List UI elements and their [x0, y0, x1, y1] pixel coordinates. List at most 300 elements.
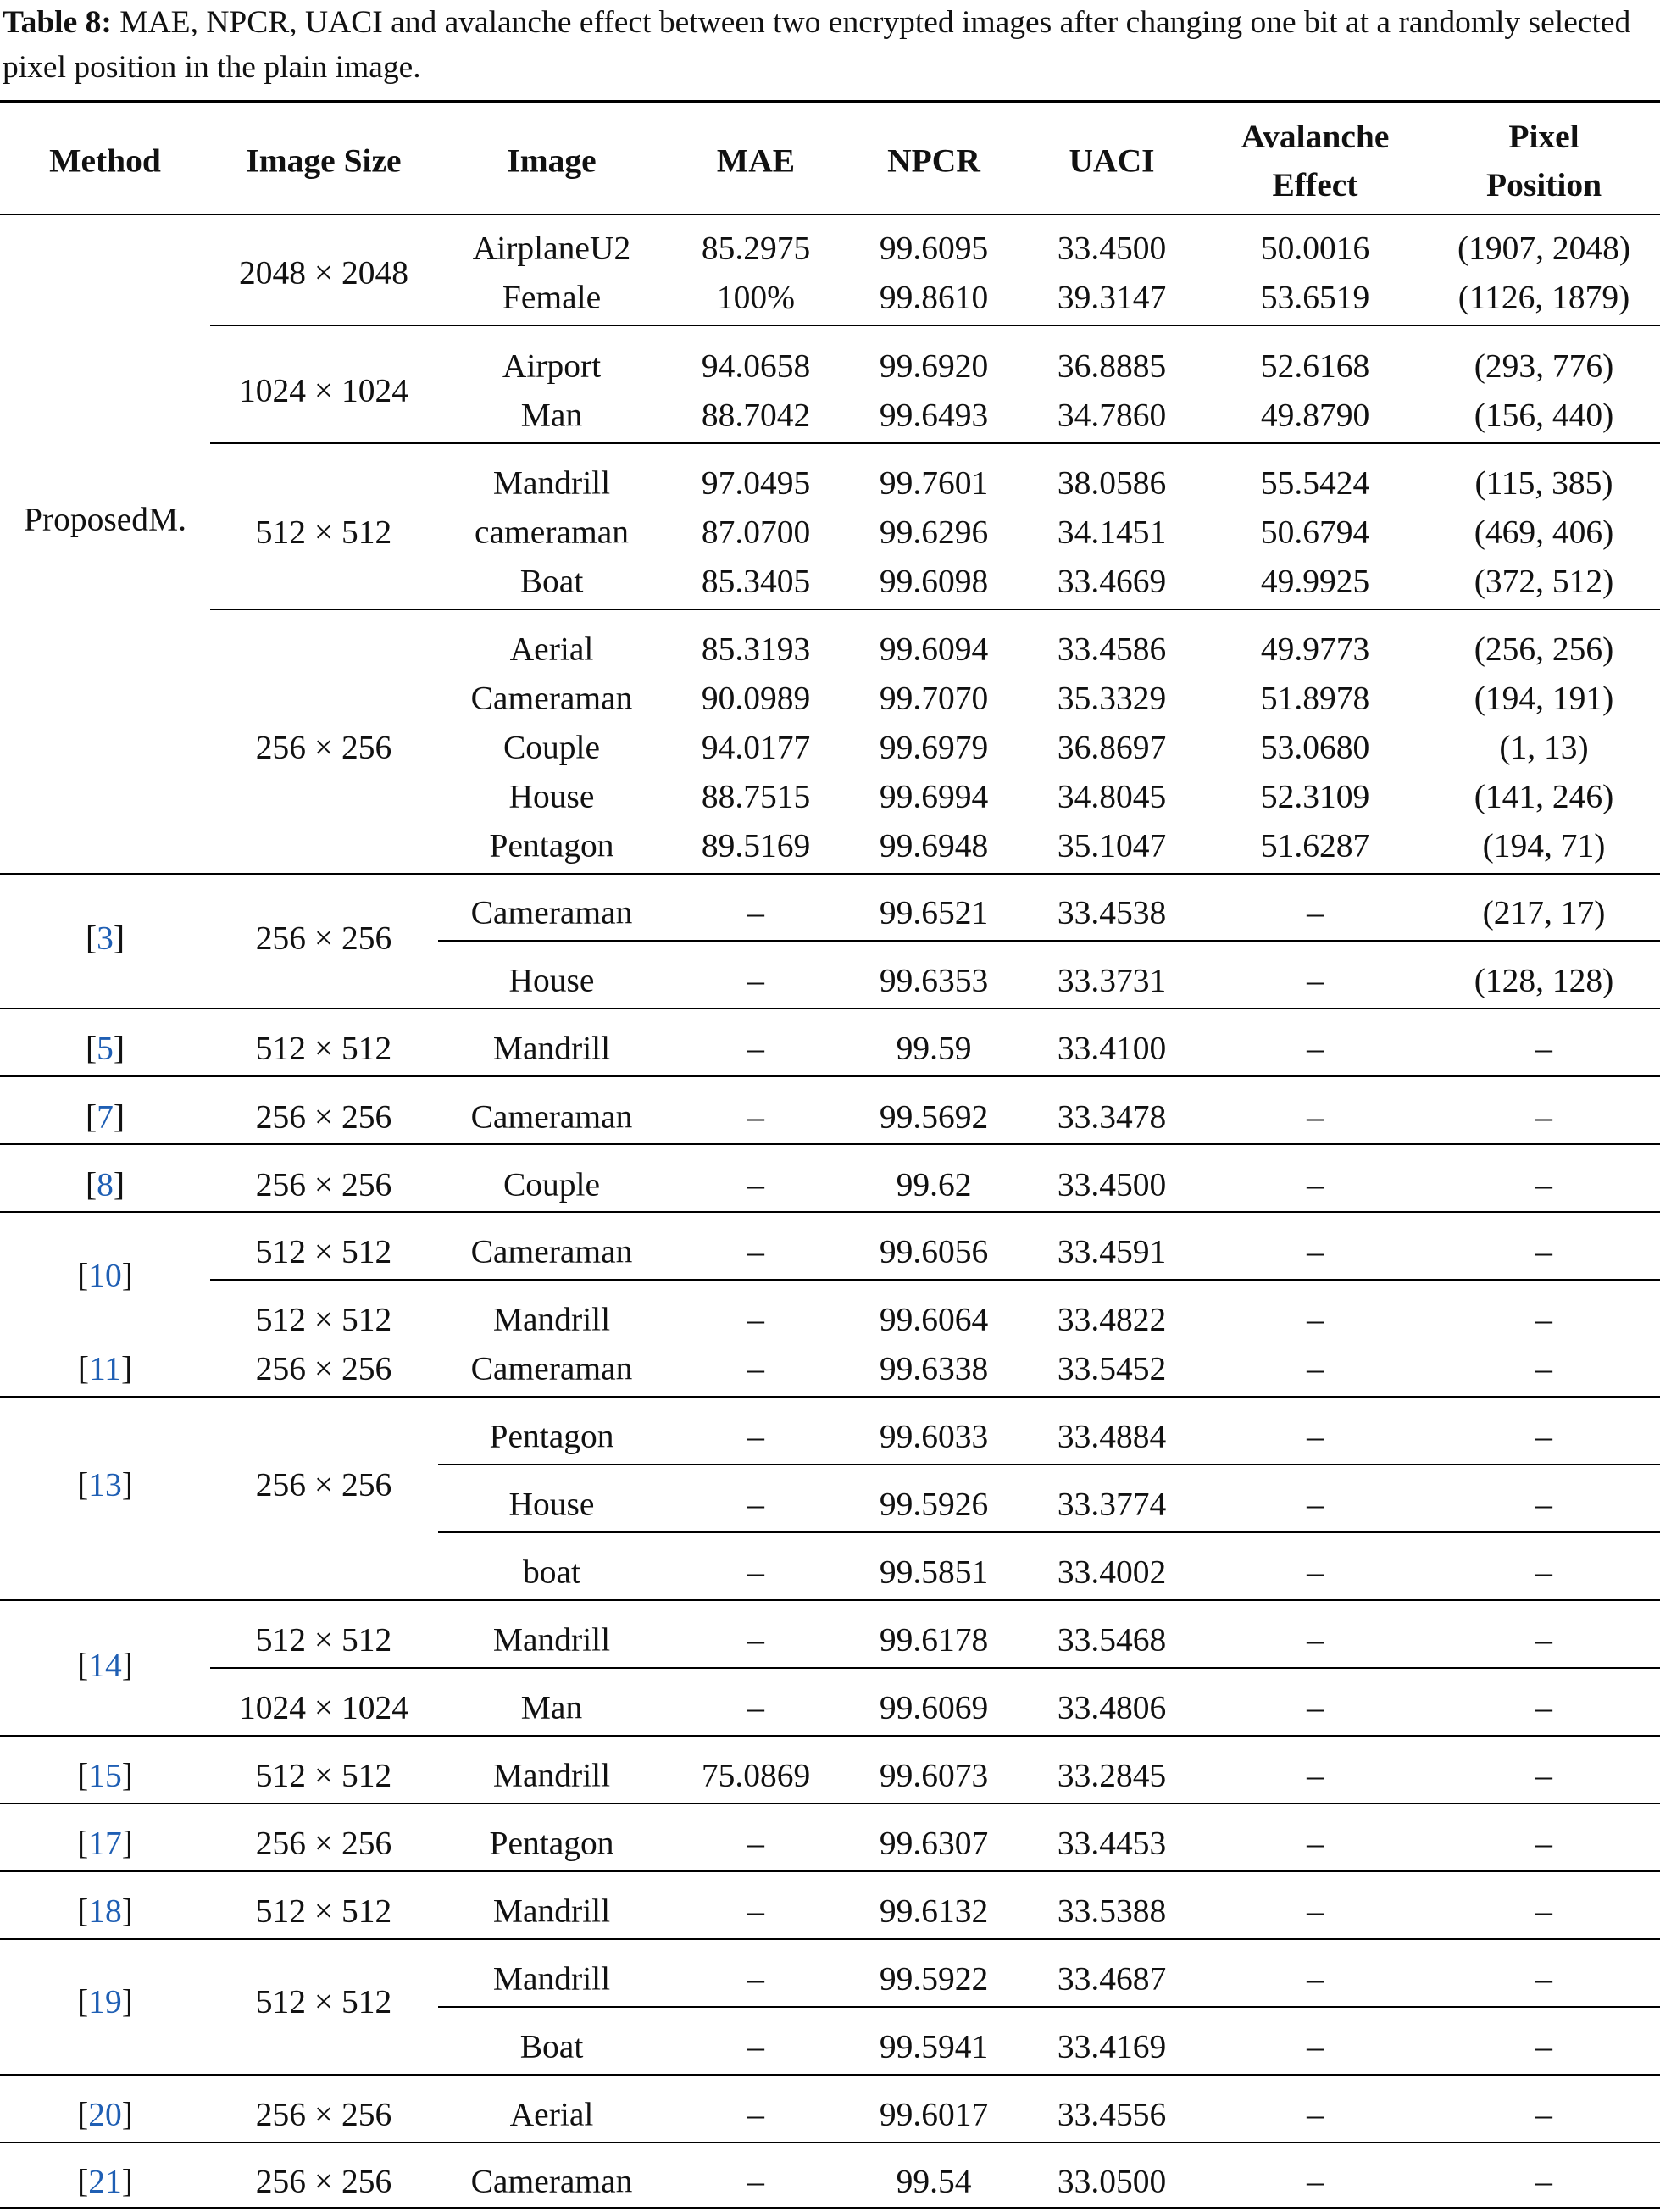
- image-size-cell: 256 × 256: [255, 728, 392, 766]
- uaci-cell: 33.4538: [1057, 893, 1167, 931]
- row-divider: [438, 1531, 1660, 1533]
- header-uaci: UACI: [1069, 142, 1155, 180]
- citation-bracket: [: [77, 1824, 89, 1862]
- npcr-cell: 99.6098: [879, 562, 989, 600]
- npcr-cell: 99.6920: [879, 347, 989, 385]
- image-name-cell: Cameraman: [470, 1232, 633, 1270]
- pixel-position-cell: –: [1535, 1232, 1552, 1270]
- mae-cell: –: [747, 1485, 764, 1523]
- image-name-cell: Boat: [519, 2027, 584, 2065]
- header-image: Image: [507, 142, 597, 180]
- pixel-position-cell: –: [1535, 1300, 1552, 1338]
- citation-bracket: [: [77, 1646, 89, 1684]
- image-name-cell: Mandrill: [492, 1029, 611, 1067]
- npcr-cell: 99.5692: [879, 1098, 989, 1136]
- row-divider: [0, 1735, 1660, 1737]
- pixel-position-cell: –: [1535, 1165, 1552, 1203]
- uaci-cell: 33.4500: [1057, 1165, 1167, 1203]
- row-divider: [210, 609, 1660, 610]
- image-size-cell: 2048 × 2048: [238, 253, 409, 292]
- uaci-cell: 33.4669: [1057, 562, 1167, 600]
- method-cell: ProposedM.: [23, 500, 187, 538]
- citation-link[interactable]: 8: [97, 1165, 114, 1203]
- avalanche-cell: 50.0016: [1260, 229, 1370, 267]
- method-citation[interactable]: [77, 1756, 133, 1794]
- citation-bracket: [: [85, 1098, 97, 1136]
- pixel-position-cell: –: [1535, 1029, 1552, 1067]
- citation-link[interactable]: 11: [88, 1349, 122, 1387]
- pixel-position-cell: (1126, 1879): [1457, 278, 1630, 316]
- citation-bracket: [: [85, 1029, 97, 1067]
- citation-link[interactable]: 19: [88, 1982, 122, 2020]
- pixel-position-cell: –: [1535, 1485, 1552, 1523]
- npcr-cell: 99.6064: [879, 1300, 989, 1338]
- avalanche-cell: –: [1307, 1232, 1324, 1270]
- image-size-cell: 512 × 512: [255, 1232, 392, 1270]
- row-divider: [210, 325, 1660, 326]
- row-divider: [0, 1870, 1660, 1872]
- npcr-cell: 99.6056: [879, 1232, 989, 1270]
- npcr-cell: 99.62: [896, 1165, 972, 1203]
- citation-bracket: ]: [121, 1824, 133, 1862]
- npcr-cell: 99.6094: [879, 630, 989, 668]
- mae-cell: –: [747, 1688, 764, 1726]
- pixel-position-cell: (1907, 2048): [1457, 229, 1631, 267]
- citation-bracket: ]: [113, 1029, 125, 1067]
- citation-link[interactable]: 20: [88, 2095, 122, 2133]
- citation-bracket: ]: [121, 2095, 133, 2133]
- method-citation[interactable]: [77, 1982, 133, 2020]
- image-name-cell: Female: [502, 278, 602, 316]
- image-name-cell: House: [508, 961, 595, 999]
- mae-cell: –: [747, 1620, 764, 1659]
- table-bottom-rule: [0, 2207, 1660, 2209]
- avalanche-cell: 53.6519: [1260, 278, 1370, 316]
- row-divider: [0, 2142, 1660, 2143]
- header-pixel-line2: Position: [1485, 166, 1602, 203]
- method-citation[interactable]: [85, 1165, 125, 1203]
- citation-bracket: ]: [121, 1465, 133, 1503]
- pixel-position-cell: –: [1535, 1417, 1552, 1455]
- image-size-cell: 512 × 512: [255, 1300, 392, 1338]
- image-name-cell: Boat: [519, 562, 584, 600]
- npcr-cell: 99.6132: [879, 1892, 989, 1930]
- pixel-position-cell: (156, 440): [1474, 396, 1614, 434]
- avalanche-cell: –: [1307, 1485, 1324, 1523]
- citation-link[interactable]: 15: [88, 1756, 122, 1794]
- row-divider: [210, 1667, 1660, 1669]
- citation-bracket: ]: [121, 1349, 133, 1387]
- pixel-position-cell: (194, 71): [1482, 826, 1606, 864]
- citation-bracket: [: [77, 1892, 89, 1930]
- avalanche-cell: –: [1307, 2162, 1324, 2200]
- citation-bracket: ]: [121, 2162, 133, 2200]
- uaci-cell: 35.3329: [1057, 679, 1167, 717]
- uaci-cell: 33.5452: [1057, 1349, 1167, 1387]
- mae-cell: –: [747, 1892, 764, 1930]
- citation-bracket: [: [85, 919, 97, 957]
- pixel-position-cell: –: [1535, 1620, 1552, 1659]
- citation-link[interactable]: 21: [88, 2162, 122, 2200]
- npcr-cell: 99.6521: [879, 893, 989, 931]
- image-name-cell: Cameraman: [470, 2162, 633, 2200]
- npcr-cell: 99.6979: [879, 728, 989, 766]
- row-divider: [0, 1938, 1660, 1940]
- citation-link[interactable]: 10: [88, 1256, 122, 1294]
- uaci-cell: 33.4100: [1057, 1029, 1167, 1067]
- uaci-cell: 33.2845: [1057, 1756, 1167, 1794]
- image-name-cell: House: [508, 1485, 595, 1523]
- row-divider: [438, 1464, 1660, 1465]
- image-name-cell: Mandrill: [492, 1892, 611, 1930]
- avalanche-cell: –: [1307, 1688, 1324, 1726]
- citation-bracket: [: [77, 1982, 89, 2020]
- header-pixel-line1: Pixel: [1508, 118, 1579, 155]
- mae-cell: 100%: [716, 278, 796, 316]
- image-size-cell: 256 × 256: [255, 919, 392, 957]
- npcr-cell: 99.6493: [879, 396, 989, 434]
- uaci-cell: 33.4500: [1057, 229, 1167, 267]
- header-npcr: NPCR: [887, 142, 980, 180]
- avalanche-cell: 49.9925: [1260, 562, 1370, 600]
- mae-cell: –: [747, 1417, 764, 1455]
- avalanche-cell: 55.5424: [1260, 464, 1370, 502]
- npcr-cell: 99.6095: [879, 229, 989, 267]
- pixel-position-cell: (256, 256): [1474, 630, 1614, 668]
- mae-cell: 87.0700: [701, 513, 811, 551]
- uaci-cell: 33.4822: [1057, 1300, 1167, 1338]
- header-mae: MAE: [716, 142, 796, 180]
- citation-bracket: [: [77, 2095, 89, 2133]
- mae-cell: –: [747, 2095, 764, 2133]
- table-caption: [3, 0, 1655, 90]
- image-name-cell: boat: [522, 1553, 581, 1591]
- image-name-cell: Mandrill: [492, 1300, 611, 1338]
- image-name-cell: Mandrill: [492, 1756, 611, 1794]
- image-size-cell: 1024 × 1024: [238, 371, 409, 409]
- npcr-cell: 99.6994: [879, 777, 989, 815]
- image-size-cell: 256 × 256: [255, 1098, 392, 1136]
- method-citation[interactable]: [77, 1648, 133, 1682]
- avalanche-cell: 52.3109: [1260, 777, 1370, 815]
- header-avalanche-effect: [1241, 113, 1390, 209]
- image-name-cell: Cameraman: [470, 679, 633, 717]
- avalanche-cell: –: [1307, 1098, 1324, 1136]
- row-divider: [438, 940, 1660, 942]
- mae-cell: –: [747, 1349, 764, 1387]
- avalanche-cell: –: [1307, 1756, 1324, 1794]
- avalanche-cell: 49.9773: [1260, 630, 1370, 668]
- npcr-cell: 99.6178: [879, 1620, 989, 1659]
- citation-bracket: ]: [113, 1098, 125, 1136]
- mae-cell: 90.0989: [701, 679, 811, 717]
- pixel-position-cell: –: [1535, 1688, 1552, 1726]
- method-citation[interactable]: [77, 1349, 133, 1387]
- row-divider: [0, 1143, 1660, 1145]
- uaci-cell: 33.4687: [1057, 1959, 1167, 1998]
- uaci-cell: 33.4453: [1057, 1824, 1167, 1862]
- image-name-cell: AirplaneU2: [472, 229, 631, 267]
- image-size-cell: 512 × 512: [255, 1756, 392, 1794]
- citation-bracket: ]: [121, 1756, 133, 1794]
- pixel-position-cell: –: [1535, 1349, 1552, 1387]
- citation-link[interactable]: 3: [97, 919, 114, 957]
- mae-cell: –: [747, 1553, 764, 1591]
- row-divider: [210, 1279, 1660, 1281]
- avalanche-cell: –: [1307, 961, 1324, 999]
- header-pixel-position: [1486, 113, 1602, 209]
- uaci-cell: 33.4002: [1057, 1553, 1167, 1591]
- uaci-cell: 33.3774: [1057, 1485, 1167, 1523]
- row-divider: [0, 1075, 1660, 1077]
- row-divider: [0, 1008, 1660, 1009]
- uaci-cell: 36.8885: [1057, 347, 1167, 385]
- npcr-cell: 99.6033: [879, 1417, 989, 1455]
- image-size-cell: 512 × 512: [255, 513, 392, 551]
- avalanche-cell: 51.6287: [1260, 826, 1370, 864]
- pixel-position-cell: –: [1535, 1824, 1552, 1862]
- pixel-position-cell: –: [1535, 2162, 1552, 2200]
- row-divider: [0, 2074, 1660, 2076]
- method-citation[interactable]: [77, 1256, 133, 1294]
- method-citation[interactable]: [77, 1894, 133, 1928]
- npcr-cell: 99.5941: [879, 2027, 989, 2065]
- mae-cell: 85.2975: [701, 229, 811, 267]
- npcr-cell: 99.6353: [879, 961, 989, 999]
- pixel-position-cell: –: [1535, 1892, 1552, 1930]
- citation-bracket: [: [85, 1165, 97, 1203]
- image-name-cell: Pentagon: [489, 1417, 614, 1455]
- pixel-position-cell: –: [1535, 1098, 1552, 1136]
- image-name-cell: Aerial: [509, 2095, 594, 2133]
- citation-bracket: [: [77, 1256, 89, 1294]
- table-label: Table 8:: [3, 5, 112, 40]
- table-top-rule: [0, 100, 1660, 103]
- header-image-size: Image Size: [246, 142, 402, 180]
- avalanche-cell: –: [1307, 1417, 1324, 1455]
- image-name-cell: Pentagon: [489, 1824, 614, 1862]
- mae-cell: –: [747, 2162, 764, 2200]
- pixel-position-cell: (1, 13): [1499, 728, 1589, 766]
- row-divider: [210, 442, 1660, 444]
- image-name-cell: Mandrill: [492, 1959, 611, 1998]
- uaci-cell: 33.3731: [1057, 961, 1167, 999]
- method-citation[interactable]: [86, 1031, 125, 1065]
- citation-link[interactable]: 13: [88, 1465, 122, 1503]
- header-method: Method: [49, 142, 161, 180]
- uaci-cell: 39.3147: [1057, 278, 1167, 316]
- pixel-position-cell: (141, 246): [1474, 777, 1614, 815]
- image-name-cell: Man: [520, 1688, 583, 1726]
- mae-cell: 94.0658: [701, 347, 811, 385]
- pixel-position-cell: –: [1535, 2095, 1552, 2133]
- method-citation[interactable]: [77, 2162, 133, 2200]
- image-name-cell: Cameraman: [470, 1098, 633, 1136]
- method-citation[interactable]: [77, 2095, 133, 2133]
- uaci-cell: 34.1451: [1057, 513, 1167, 551]
- avalanche-cell: –: [1307, 1300, 1324, 1338]
- citation-bracket: ]: [121, 1982, 133, 2020]
- mae-cell: 85.3405: [701, 562, 811, 600]
- avalanche-cell: 51.8978: [1260, 679, 1370, 717]
- mae-cell: 89.5169: [701, 826, 811, 864]
- image-size-cell: 512 × 512: [255, 1892, 392, 1930]
- method-citation[interactable]: [77, 1465, 133, 1503]
- image-name-cell: cameraman: [474, 513, 630, 551]
- uaci-cell: 33.4586: [1057, 630, 1167, 668]
- image-size-cell: 256 × 256: [255, 1824, 392, 1862]
- mae-cell: –: [747, 1165, 764, 1203]
- image-name-cell: Mandrill: [492, 464, 611, 502]
- image-size-cell: 256 × 256: [255, 1465, 392, 1503]
- avalanche-cell: 52.6168: [1260, 347, 1370, 385]
- mae-cell: –: [747, 1300, 764, 1338]
- pixel-position-cell: (293, 776): [1474, 347, 1614, 385]
- uaci-cell: 33.4556: [1057, 2095, 1167, 2133]
- image-name-cell: House: [508, 777, 595, 815]
- image-size-cell: 1024 × 1024: [238, 1688, 409, 1726]
- npcr-cell: 99.6338: [879, 1349, 989, 1387]
- uaci-cell: 33.3478: [1057, 1098, 1167, 1136]
- method-citation[interactable]: [86, 921, 125, 955]
- method-citation[interactable]: [77, 1826, 133, 1860]
- image-size-cell: 512 × 512: [255, 1029, 392, 1067]
- uaci-cell: 34.7860: [1057, 396, 1167, 434]
- image-name-cell: Mandrill: [492, 1620, 611, 1659]
- avalanche-cell: –: [1307, 1029, 1324, 1067]
- mae-cell: 97.0495: [701, 464, 811, 502]
- row-divider: [0, 1803, 1660, 1804]
- npcr-cell: 99.59: [896, 1029, 972, 1067]
- uaci-cell: 33.0500: [1057, 2162, 1167, 2200]
- header-avalanche-line2: Effect: [1272, 166, 1358, 203]
- image-name-cell: Couple: [502, 728, 601, 766]
- avalanche-cell: –: [1307, 2027, 1324, 2065]
- avalanche-cell: –: [1307, 1349, 1324, 1387]
- npcr-cell: 99.6069: [879, 1688, 989, 1726]
- pixel-position-cell: (194, 191): [1474, 679, 1614, 717]
- npcr-cell: 99.5851: [879, 1553, 989, 1591]
- uaci-cell: 33.4169: [1057, 2027, 1167, 2065]
- citation-bracket: ]: [121, 1892, 133, 1930]
- mae-cell: –: [747, 1824, 764, 1862]
- avalanche-cell: –: [1307, 1959, 1324, 1998]
- citation-bracket: [: [77, 2162, 89, 2200]
- pixel-position-cell: (217, 17): [1482, 893, 1606, 931]
- table-caption-text: MAE, NPCR, UACI and avalanche effect between two encrypted images after changing one bit at a randomly selected pixel position in the plain image.: [3, 5, 1631, 85]
- pixel-position-cell: (115, 385): [1474, 464, 1613, 502]
- image-size-cell: 256 × 256: [255, 2162, 392, 2200]
- image-size-cell: 256 × 256: [255, 1349, 392, 1387]
- image-name-cell: Cameraman: [470, 893, 633, 931]
- image-name-cell: Couple: [502, 1165, 601, 1203]
- image-name-cell: Pentagon: [489, 826, 614, 864]
- npcr-cell: 99.5922: [879, 1959, 989, 1998]
- pixel-position-cell: –: [1535, 1959, 1552, 1998]
- header-avalanche-line1: Avalanche: [1241, 118, 1390, 155]
- image-name-cell: Man: [520, 396, 583, 434]
- mae-cell: 88.7042: [701, 396, 811, 434]
- avalanche-cell: –: [1307, 1824, 1324, 1862]
- row-divider: [0, 1599, 1660, 1601]
- pixel-position-cell: –: [1535, 2027, 1552, 2065]
- citation-bracket: [: [77, 1349, 89, 1387]
- mae-cell: –: [747, 961, 764, 999]
- mae-cell: –: [747, 1232, 764, 1270]
- header-rule: [0, 214, 1660, 215]
- citation-bracket: ]: [121, 1256, 133, 1294]
- uaci-cell: 33.4591: [1057, 1232, 1167, 1270]
- citation-link[interactable]: 14: [88, 1646, 122, 1684]
- citation-link[interactable]: 7: [97, 1098, 114, 1136]
- citation-bracket: ]: [113, 1165, 125, 1203]
- uaci-cell: 36.8697: [1057, 728, 1167, 766]
- image-name-cell: Aerial: [509, 630, 594, 668]
- uaci-cell: 34.8045: [1057, 777, 1167, 815]
- avalanche-cell: 49.8790: [1260, 396, 1370, 434]
- avalanche-cell: –: [1307, 1165, 1324, 1203]
- npcr-cell: 99.6948: [879, 826, 989, 864]
- mae-cell: –: [747, 2027, 764, 2065]
- row-divider: [438, 2006, 1660, 2008]
- pixel-position-cell: (128, 128): [1474, 961, 1614, 999]
- uaci-cell: 33.4806: [1057, 1688, 1167, 1726]
- avalanche-cell: 50.6794: [1260, 513, 1370, 551]
- npcr-cell: 99.7601: [879, 464, 989, 502]
- pixel-position-cell: –: [1535, 1553, 1552, 1591]
- npcr-cell: 99.5926: [879, 1485, 989, 1523]
- npcr-cell: 99.6017: [879, 2095, 989, 2133]
- mae-cell: 75.0869: [701, 1756, 811, 1794]
- row-divider: [0, 873, 1660, 875]
- image-size-cell: 512 × 512: [255, 1982, 392, 2020]
- citation-bracket: [: [77, 1465, 89, 1503]
- citation-link[interactable]: 18: [88, 1892, 122, 1930]
- avalanche-cell: –: [1307, 2095, 1324, 2133]
- avalanche-cell: 53.0680: [1260, 728, 1370, 766]
- mae-cell: 88.7515: [701, 777, 811, 815]
- image-size-cell: 512 × 512: [255, 1620, 392, 1659]
- image-name-cell: Cameraman: [470, 1349, 633, 1387]
- row-divider: [0, 1396, 1660, 1398]
- mae-cell: –: [747, 1959, 764, 1998]
- mae-cell: –: [747, 1098, 764, 1136]
- uaci-cell: 35.1047: [1057, 826, 1167, 864]
- citation-bracket: ]: [113, 919, 125, 957]
- uaci-cell: 33.5388: [1057, 1892, 1167, 1930]
- npcr-cell: 99.54: [896, 2162, 972, 2200]
- citation-link[interactable]: 17: [88, 1824, 122, 1862]
- npcr-cell: 99.7070: [879, 679, 989, 717]
- image-name-cell: Airport: [502, 347, 602, 385]
- npcr-cell: 99.6073: [879, 1756, 989, 1794]
- pixel-position-cell: –: [1535, 1756, 1552, 1794]
- mae-cell: –: [747, 1029, 764, 1067]
- mae-cell: –: [747, 893, 764, 931]
- uaci-cell: 38.0586: [1057, 464, 1167, 502]
- image-size-cell: 256 × 256: [255, 2095, 392, 2133]
- npcr-cell: 99.8610: [879, 278, 989, 316]
- method-citation[interactable]: [86, 1100, 125, 1134]
- uaci-cell: 33.5468: [1057, 1620, 1167, 1659]
- pixel-position-cell: (469, 406): [1474, 513, 1614, 551]
- avalanche-cell: –: [1307, 893, 1324, 931]
- avalanche-cell: –: [1307, 1620, 1324, 1659]
- citation-link[interactable]: 5: [97, 1029, 114, 1067]
- npcr-cell: 99.6307: [879, 1824, 989, 1862]
- mae-cell: 94.0177: [701, 728, 811, 766]
- citation-bracket: [: [77, 1756, 89, 1794]
